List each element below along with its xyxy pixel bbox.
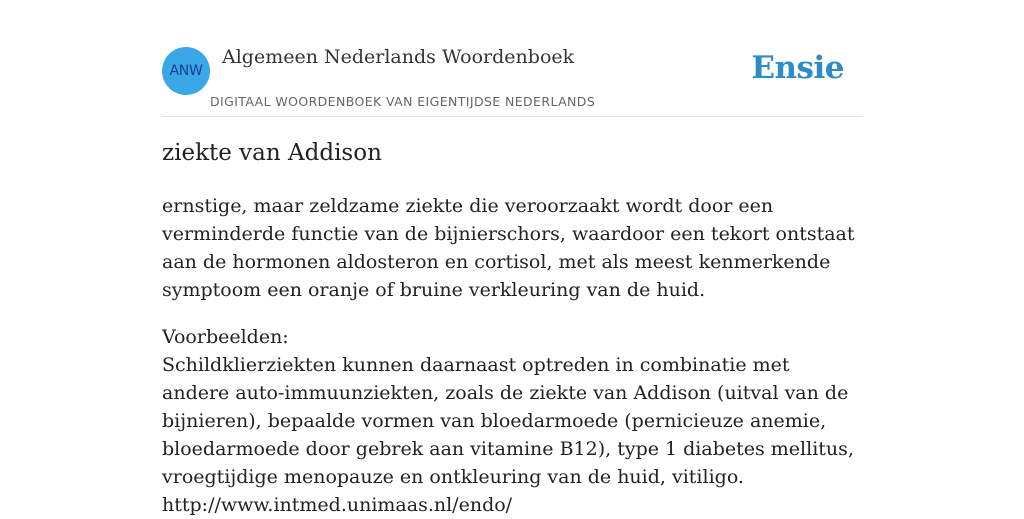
- example-source-link[interactable]: http://www.intmed.unimaas.nl/endo/: [162, 494, 513, 516]
- example-text: Schildklierziekten kunnen daarnaast optreden in combinatie met andere auto-immuunziekten, zoals de ziekte van Addison (uitval van de bijnieren), bepaalde vormen van bloedarmoede (pernicieuze anemie, bloedarmoede door gebrek aan vitamine B12), type 1 diabetes mellitus, vroegtijdige menopauze en ontkleuring van de huid, vitiligo.: [162, 354, 854, 488]
- examples-label: Voorbeelden:: [162, 326, 289, 348]
- entry-examples: [162, 323, 862, 519]
- anw-logo[interactable]: [162, 47, 210, 95]
- anw-logo-text: ANW: [169, 63, 203, 79]
- entry-definition: ernstige, maar zeldzame ziekte die veroorzaakt wordt door een verminderde functie van de bijnierschors, waardoor een tekort ontstaat aan de hormonen aldosteron en cortisol, met als meest kenmerkende symptoom een oranje of bruine verkleuring van de huid.: [162, 195, 855, 301]
- entry-headword: ziekte van Addison: [162, 140, 382, 166]
- site-header: [162, 0, 862, 117]
- site-subtitle: DIGITAAL WOORDENBOEK VAN EIGENTIJDSE NEDERLANDS: [210, 94, 596, 109]
- ensie-brand-logo[interactable]: Ensie: [751, 50, 844, 86]
- site-title[interactable]: Algemeen Nederlands Woordenboek: [222, 46, 575, 68]
